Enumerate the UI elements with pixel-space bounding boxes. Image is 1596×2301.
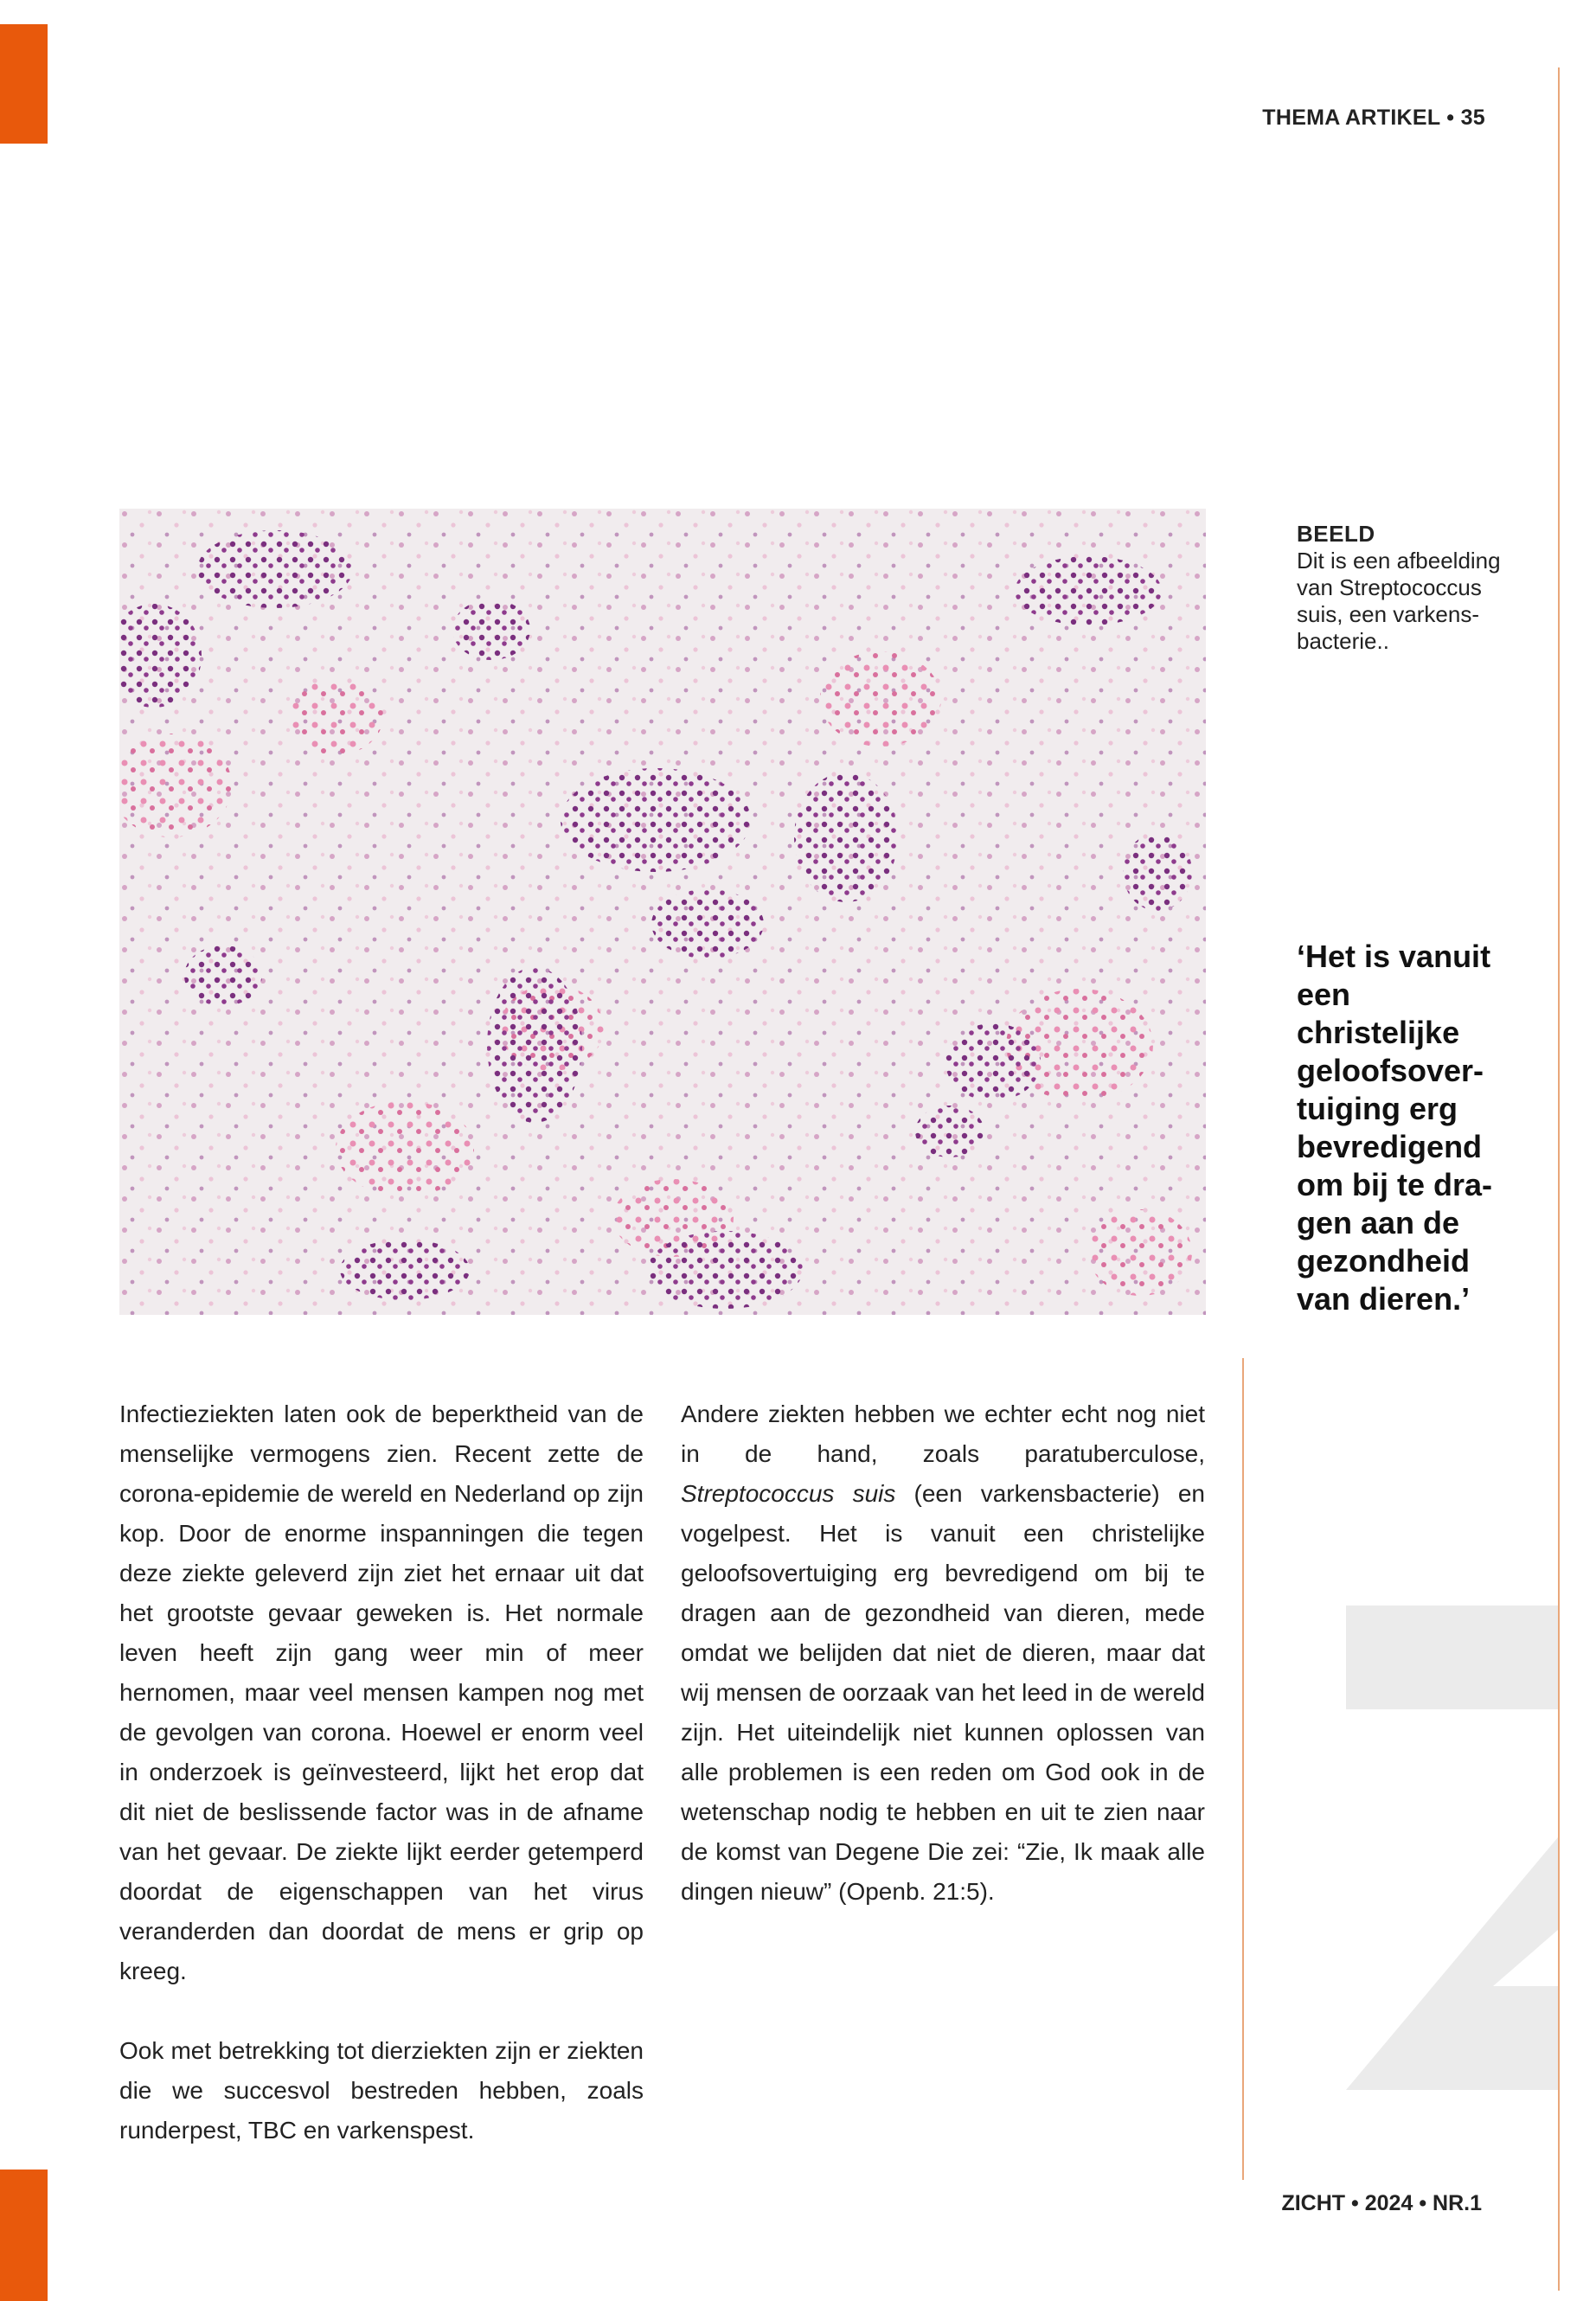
caption-text: Dit is een afbeelding van Streptococcus suis, een varkens-bacterie.. bbox=[1297, 548, 1501, 654]
streptococcus-micrograph bbox=[119, 509, 1206, 1315]
body-paragraph: Infectieziekten laten ook de beperktheid van de menselijke vermogens zien. Recent zette de corona-epidemie de wereld en Nederland op zijn kop. Door de enorme inspanningen die tegen deze ziekte geleverd zijn ziet het ernaar uit dat het grootste gevaar geweken is. Het normale leven heeft zijn gang weer min of meer hernomen, maar veel mensen kampen nog met de gevolgen van corona. Hoewel er enorm veel in onderzoek is geïnvesteerd, lijkt het erop dat dit niet de beslissende factor was in de afname van het gevaar. De ziekte lijkt eerder getemperd doordat de eigenschappen van het virus veranderden dan doordat de mens er grip op kreeg. bbox=[119, 1400, 644, 1984]
body-paragraph: Ook met betrekking tot dierziekten zijn er ziekten die we succesvol bestreden hebben, zoals runderpest, TBC en varkenspest. bbox=[119, 2037, 644, 2144]
issue-year: 2024 bbox=[1364, 2191, 1413, 2215]
header-separator: • bbox=[1446, 106, 1455, 130]
accent-bar-top bbox=[0, 24, 48, 144]
column-rule bbox=[1242, 1358, 1244, 2180]
image-caption bbox=[1297, 521, 1513, 655]
body-text: (een varkensbacterie) en vogelpest. Het is vanuit een christelijke geloofsovertuiging erg bevredigend om bij te dragen aan de gezondheid van dieren, mede omdat we belijden dat niet de dieren, maar dat wij mensen de oorzaak van het leed in de wereld zijn. Het uiteindelijk niet kunnen oplossen van alle problemen is een reden om God ook in de wetenschap nodig te hebben en uit te zien naar de komst van Degene Die zei: “Zie, Ik maak alle dingen nieuw” (Openb. 21:5). bbox=[681, 1480, 1205, 1905]
running-header bbox=[1262, 106, 1485, 131]
footer-separator: • bbox=[1351, 2191, 1359, 2215]
body-paragraph bbox=[681, 1394, 1205, 1912]
margin-rule bbox=[1558, 67, 1560, 2291]
footer-separator: • bbox=[1419, 2191, 1427, 2215]
species-name: Streptococcus suis bbox=[681, 1480, 896, 1507]
pull-quote: ‘Het is vanuit een christelijke geloofsover-tuiging erg bevredigend om bij te dra-gen aan de gezondheid van dieren.’ bbox=[1297, 939, 1493, 1317]
section-title: THEMA ARTIKEL bbox=[1262, 106, 1441, 130]
body-column-left bbox=[119, 1394, 644, 2150]
body-text: Andere ziekten hebben we echter echt nog niet in de hand, zoals paratuberculose, bbox=[681, 1400, 1205, 1467]
page-number: 35 bbox=[1460, 106, 1485, 130]
caption-label: BEELD bbox=[1297, 521, 1375, 547]
body-column-right bbox=[681, 1394, 1205, 1912]
accent-bar-bottom bbox=[0, 2170, 48, 2301]
magazine-name: ZICHT bbox=[1281, 2191, 1346, 2215]
issue-number: NR.1 bbox=[1433, 2191, 1482, 2215]
running-footer bbox=[1281, 2191, 1482, 2216]
magazine-logo-shape bbox=[1346, 1606, 1558, 2090]
